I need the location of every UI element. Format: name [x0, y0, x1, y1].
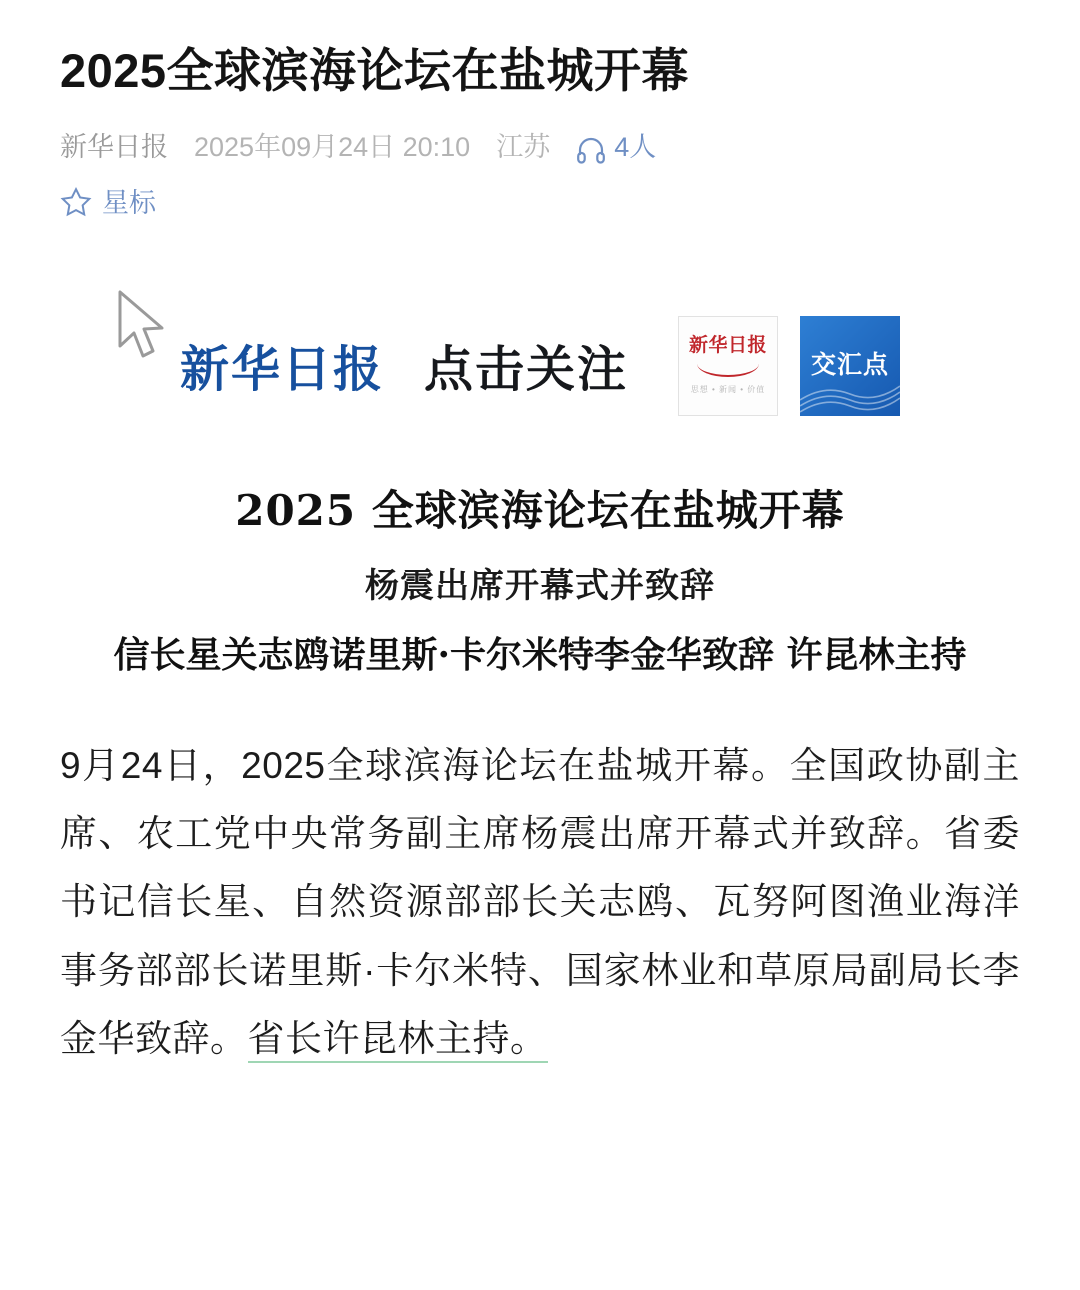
article-body — [60, 732, 1020, 1074]
xinhua-daily-logo — [678, 316, 778, 416]
article-meta — [60, 129, 1020, 167]
image-headline-third: 信长星关志鸥诺里斯·卡尔米特李金华致辞 许昆林主持 — [113, 633, 967, 676]
image-headline-sub: 杨震出席开幕式并致辞 — [365, 565, 715, 606]
headphone-icon — [576, 136, 606, 166]
listen-count: 4人 — [614, 131, 657, 162]
jiaohuidian-logo-text: 交汇点 — [811, 351, 890, 380]
listen-button[interactable] — [576, 129, 656, 167]
banner-brand-text: 新华日报 — [179, 340, 384, 398]
follow-banner[interactable] — [60, 306, 1020, 426]
body-paragraph-2: 省长许昆林主持。 — [248, 1018, 548, 1063]
meta-region: 江苏 — [496, 131, 551, 162]
page-title: 2025全球滨海论坛在盐城开幕 — [60, 44, 690, 97]
banner-cta-text: 点击关注 — [424, 340, 629, 398]
star-icon — [60, 186, 92, 218]
logo-arc-decoration — [697, 361, 759, 377]
meta-datetime: 2025年09月24日 20:10 — [194, 131, 471, 162]
xinhua-daily-logo-text: 新华日报 — [689, 335, 768, 357]
meta-source[interactable]: 新华日报 — [60, 131, 168, 162]
xinhua-daily-logo-subtext: 思想 • 新闻 • 价值 — [690, 384, 766, 394]
jiaohuidian-logo — [800, 316, 900, 416]
logo-wave-decoration — [800, 376, 900, 416]
body-paragraph-1: 9月24日，2025全球滨海论坛在盐城开幕。全国政协副主席、农工党中央常务副主席杨震出席开幕式并致辞。省委书记信长星、自然资源部部长关志鸥、瓦努阿图渔业海洋事务部部长诺里斯·卡尔米特、国家林业和草原局副局长李金华致辞。 — [60, 744, 1020, 1060]
star-button[interactable] — [60, 181, 1020, 220]
cursor-arrow-icon — [112, 288, 174, 366]
image-headline-main: 2025 全球滨海论坛在盐城开幕 — [235, 485, 845, 535]
star-label: 星标 — [102, 187, 156, 218]
embedded-article-image — [60, 306, 1020, 678]
